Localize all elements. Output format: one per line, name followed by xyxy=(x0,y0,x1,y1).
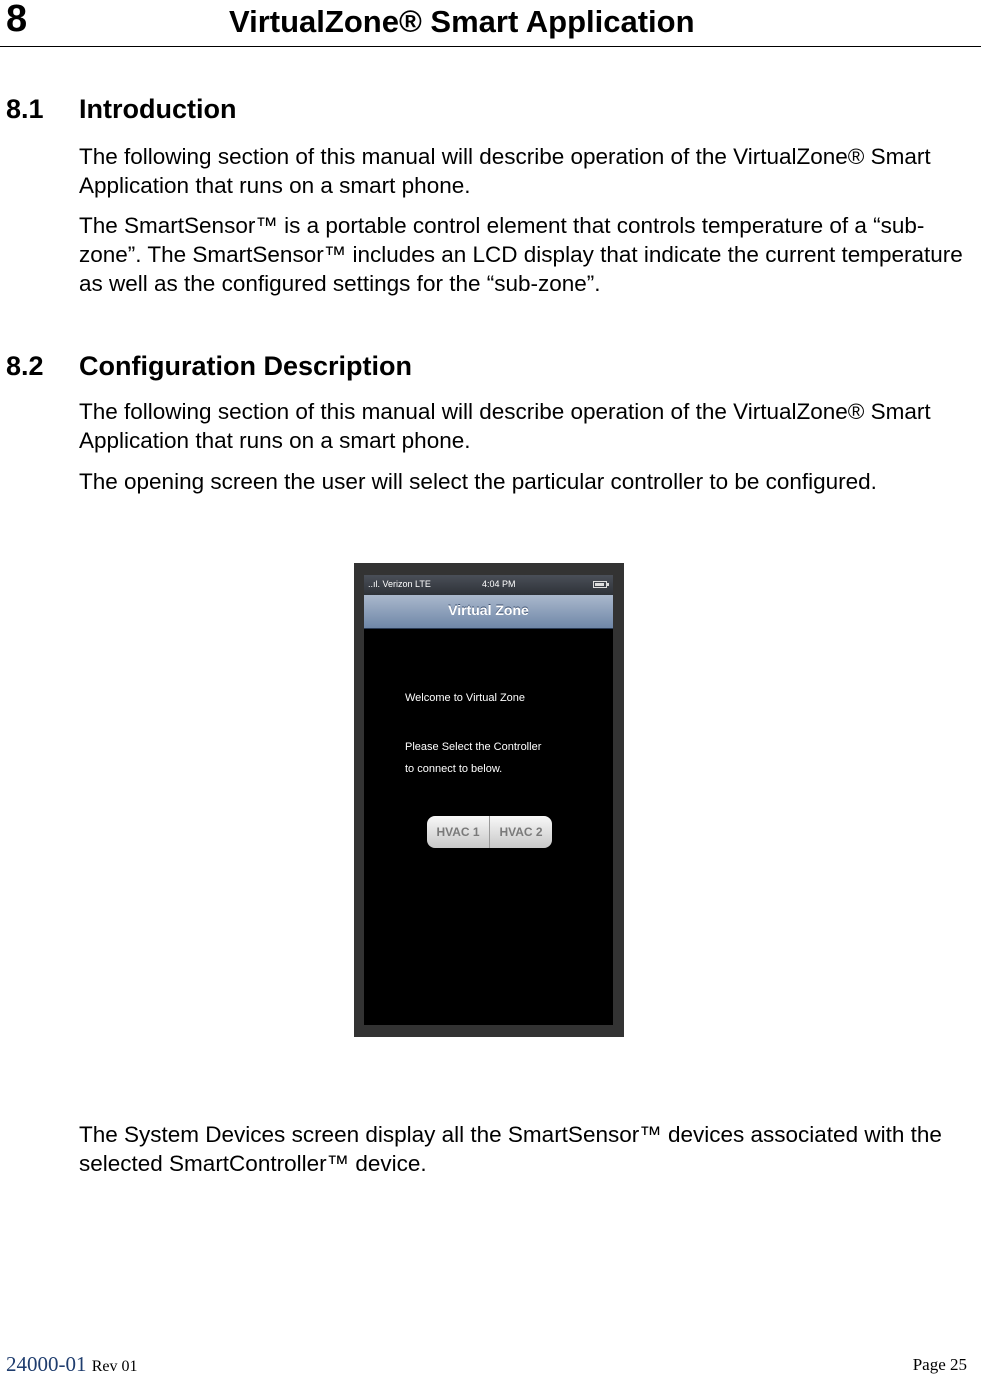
instruction-line: Please Select the Controller xyxy=(405,741,542,753)
instruction-text xyxy=(405,736,595,780)
nav-bar xyxy=(364,595,613,629)
chapter-number: 8 xyxy=(6,0,28,40)
welcome-text: Welcome to Virtual Zone xyxy=(405,692,526,704)
paragraph: The following section of this manual will describe operation of the VirtualZone® Smart Application that runs on a smart phone. xyxy=(79,144,931,198)
paragraph: The SmartSensor™ is a portable control element that controls temperature of a “sub-zone”. The SmartSensor™ includes an LCD display that indicate the current temperature as well as the configured settings for the “sub-zone”. xyxy=(79,213,963,296)
section-number: 8.1 xyxy=(6,94,44,124)
instruction-line: to connect to below. xyxy=(405,763,503,775)
hvac-1-button[interactable]: HVAC 1 xyxy=(436,825,480,839)
footer-document-id xyxy=(6,1352,138,1377)
phone-screen xyxy=(364,575,613,1025)
chapter-header xyxy=(0,0,981,47)
carrier-label: ..ıl. Verizon LTE xyxy=(368,579,431,589)
paragraph: The System Devices screen display all the SmartSensor™ devices associated with the selected SmartController™ device. xyxy=(79,1122,942,1176)
section-title: Configuration Description xyxy=(79,351,412,381)
revision-label: Rev 01 xyxy=(91,1358,138,1375)
paragraph: The following section of this manual will describe operation of the VirtualZone® Smart Application that runs on a smart phone. xyxy=(79,399,931,453)
paragraph: The opening screen the user will select the particular controller to be configured. xyxy=(79,469,877,494)
document-number: 24000-01 xyxy=(6,1352,87,1376)
phone-screenshot xyxy=(354,563,624,1037)
hvac-2-button[interactable]: HVAC 2 xyxy=(489,816,552,848)
clock-label: 4:04 PM xyxy=(482,579,516,589)
page-number: Page 25 xyxy=(912,1355,967,1374)
nav-title: Virtual Zone xyxy=(448,602,529,618)
section-title: Introduction xyxy=(79,94,237,124)
chapter-title: VirtualZone® Smart Application xyxy=(229,4,695,39)
battery-icon xyxy=(593,581,607,588)
status-bar xyxy=(364,575,613,595)
section-number: 8.2 xyxy=(6,351,44,381)
controller-selector xyxy=(427,816,552,848)
